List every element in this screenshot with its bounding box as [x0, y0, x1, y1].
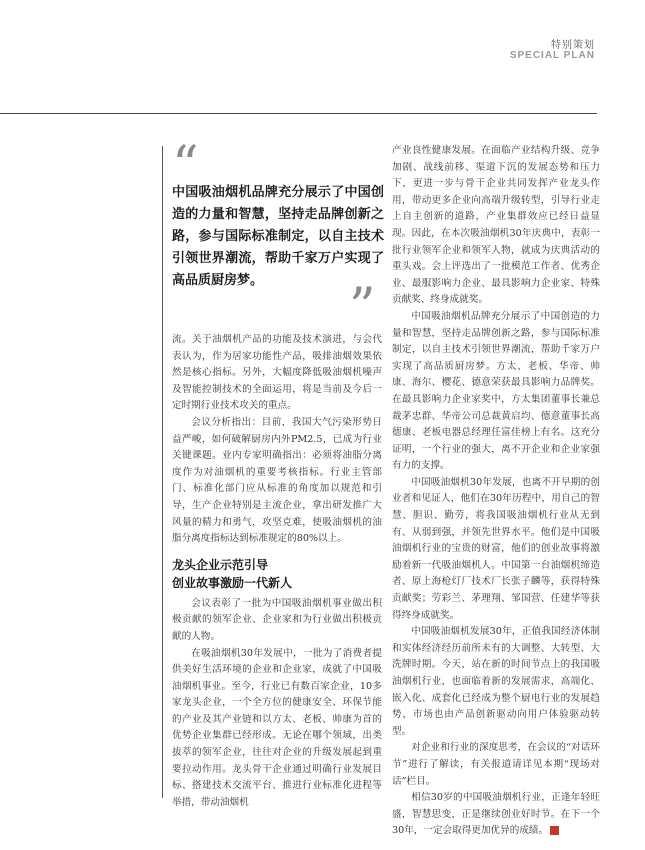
body-paragraph: 中国吸油烟机30年发展，也离不开早期的创业者和见证人，他们在30年历程中，用自己的智慧、胆识、勤劳，将我国吸油烟机行业从无到有、从弱到强，并领先世界水平。他们是中国吸油烟机行业的宝贵的财富，他们的创业故事将激励着新一代吸油烟机人。中国第一台油烟机缔造者、原上海枪灯厂技术厂长张子麟等，获得特殊贡献奖；劳彩兰、茅理翔、邹国营、任建华等获得终身成就奖。: [392, 476, 600, 621]
column-divider: [162, 146, 163, 798]
closing-paragraph: [392, 790, 600, 840]
body-paragraph: 中国吸油烟机发展30年，正值我国经济体制和实体经济经历前所未有的大调整、大转型、大洗牌时期。今天，站在新的时间节点上的我国吸油烟机行业，也面临着新的发展需求，高端化、嵌入化、成套化已经成为整个厨电行业的发展趋势，市场也由产品创新驱动向用户体验驱动转型。: [392, 626, 600, 737]
end-mark-icon: [550, 826, 559, 835]
body-paragraph: 流。关于油烟机产品的功能及技术演进，与会代表认为，作为居家功能性产品，吸排油烟效果依然是核心指标。另外，大幅度降低吸油烟机噪声及智能控制技术的全面运用，将是当前及今后一定时期行业技术攻关的重点。: [172, 334, 382, 412]
body-paragraph: 产业良性健康发展。在面临产业结构升级、竞争加剧、战线前移、渠道下沉的发展态势和压力下，更进一步与骨干企业共同发挥产业龙头作用，带动更多企业向高端升级转型，引导行业走上自主创新的道路，产业集群效应已经日益显现。因此，在本次吸油烟机30年庆典中，表彰一批行业领军企业和领军人物，就成为庆典活动的重头戏。会上评选出了一批模范工作者、优秀企业、最服影响力企业、最具影响力企业家、特殊贡献奖、终身成就奖。: [392, 145, 600, 306]
pullquote-close-mark: ”: [349, 278, 376, 338]
section-subhead: [172, 556, 382, 592]
body-paragraph: 会议分析指出：目前，我国大气污染形势日益严峻，如何破解厨房内外PM2.5，已成为行业关键课题。业内专家明确指出：必须将油脂分离度作为对油烟机的重要考核指标。行业主管部门、标准化部门应从标准的角度加以规范和引导，生产企业特别是主流企业，拿出研发推广大风量的精力和勇气，攻坚克难，使吸油烟机的油脂分离度指标达到标准规定的80%以上。: [172, 416, 382, 545]
section-label-en: SPECIAL PLAN: [509, 50, 595, 61]
closing-text: 相信30岁的中国吸油烟机行业，正逢年轻旺盛，智慧思变，正是继续创业好时节。在下一个30年，一定会取得更加优异的成绩。: [392, 792, 600, 837]
body-paragraph: 中国吸油烟机品牌充分展示了中国创造的力量和智慧，坚持走品牌创新之路，参与国际标准制定，以自主技术引领世界潮流，帮助千家万户实现了高品质厨房梦。方太、老板、华帝、帅康、海尔、樱花、德意荣获最具影响力品牌奖。在最具影响力企业家奖中，方太集团董事长兼总裁茅忠群、华帝公司总裁黄启均、德意董事长高德康、老板电器总经理任富佳榜上有名。这充分证明，一个行业的强大，离不开企业和企业家强有力的支撑。: [392, 310, 600, 472]
pullquote-text: 中国吸油烟机品牌充分展示了中国创造的力量和智慧，坚持走品牌创新之路，参与国际标准制定，以自主技术引领世界潮流，帮助千家万户实现了高品质厨房梦。: [172, 185, 384, 288]
left-column: [172, 332, 382, 811]
subhead-line-1: 龙头企业示范引导: [172, 557, 269, 572]
pullquote-open-mark: “: [172, 136, 199, 196]
body-paragraph: 会议表彰了一批为中国吸油烟机事业做出积极贡献的领军企业、企业家和为行业做出积极贡献的人物。: [172, 597, 382, 642]
subhead-line-2: 创业故事激励一代新人: [172, 575, 293, 590]
section-label-cn: 特别策划: [551, 40, 595, 51]
right-column: [392, 143, 600, 840]
body-paragraph: 在吸油烟机30年发展中，一批为了消费者提供美好生活环境的企业和企业家，成就了中国吸油烟机事业。至今，行业已有数百家企业，10多家龙头企业，一个全方位的健康安全、环保节能的产业及其产业链和以方太、老板、帅康为首的优势企业集群已经形成。无论在哪个领域，出类拔萃的领军企业，往往对企业的升级发展起到重要拉动作用。龙头骨干企业通过明确行业发展目标、搭建技术交流平台、推进行业标准化进程等举措，带动油烟机: [172, 647, 382, 808]
body-paragraph: 对企业和行业的深度思考，在会议的“对话环节”进行了解读，有关报道请详见本期“现场对话”栏目。: [392, 742, 600, 787]
header-divider: [0, 113, 597, 114]
